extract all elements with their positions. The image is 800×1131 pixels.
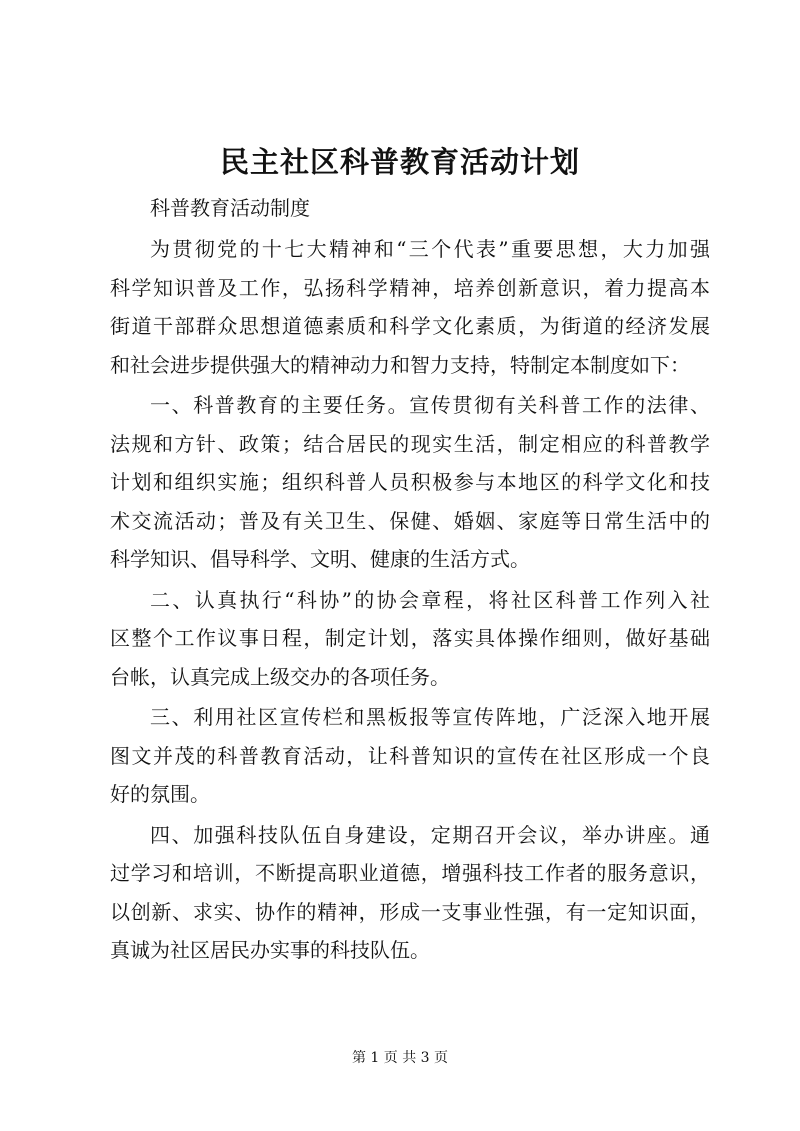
- paragraph-intro: [110, 230, 710, 384]
- text-line: 图文并茂的科普教育活动，让科普知识的宣传在社区形成一个良: [110, 743, 710, 768]
- document-body: [110, 230, 710, 972]
- paragraph-item-1: [110, 386, 710, 579]
- document-title: 民主社区科普教育活动计划: [219, 145, 580, 179]
- text-line: 真诚为社区居民办实事的科技队伍。: [110, 938, 430, 962]
- text-line: 以创新、求实、协作的精神，形成一支事业性强，有一定知识面，: [110, 899, 710, 924]
- text-line: 台帐，认真完成上级交办的各项任务。: [110, 664, 450, 689]
- text-line: 法规和方针、政策；结合居民的现实生活，制定相应的科普教学: [110, 431, 710, 456]
- text-line: 为贯彻党的十七大精神和“三个代表”重要思想，大力加强: [150, 237, 710, 261]
- text-line: 术交流活动；普及有关卫生、保健、婚姻、家庭等日常生活中的: [110, 508, 710, 533]
- text-line: 区整个工作议事日程，制定计划，落实具体操作细则，做好基础: [110, 626, 710, 650]
- text-line: 过学习和培训，不断提高职业道德，增强科技工作者的服务意识，: [110, 861, 710, 885]
- text-line: 一、科普教育的主要任务。宣传贯彻有关科普工作的法律、: [150, 393, 710, 417]
- text-line: 计划和组织实施；组织科普人员积极参与本地区的科学文化和技: [110, 470, 710, 494]
- text-line: 街道干部群众思想道德素质和科学文化素质，为街道的经济发展: [110, 314, 710, 338]
- page-footer: 第 1 页 共 3 页: [351, 1050, 449, 1066]
- text-line: 科学知识普及工作，弘扬科学精神，培养创新意识，着力提高本: [110, 275, 710, 300]
- paragraph-item-2: [110, 581, 710, 697]
- text-line: 科学知识、倡导科学、文明、健康的生活方式。: [110, 547, 530, 571]
- text-line: 四、加强科技队伍自身建设，定期召开会议，举办讲座。通: [150, 822, 710, 847]
- text-line: 和社会进步提供强大的精神动力和智力支持，特制定本制度如下：: [110, 352, 690, 377]
- text-line: 三、利用社区宣传栏和黑板报等宣传阵地，广泛深入地开展: [150, 705, 710, 729]
- text-line: 好的氛围。: [110, 782, 210, 806]
- paragraph-item-4: [110, 816, 710, 970]
- text-line: 二、认真执行“科协”的协会章程，将社区科普工作列入社: [150, 587, 710, 612]
- paragraph-item-3: [110, 698, 710, 814]
- section-subheading: 科普教育活动制度: [150, 196, 310, 220]
